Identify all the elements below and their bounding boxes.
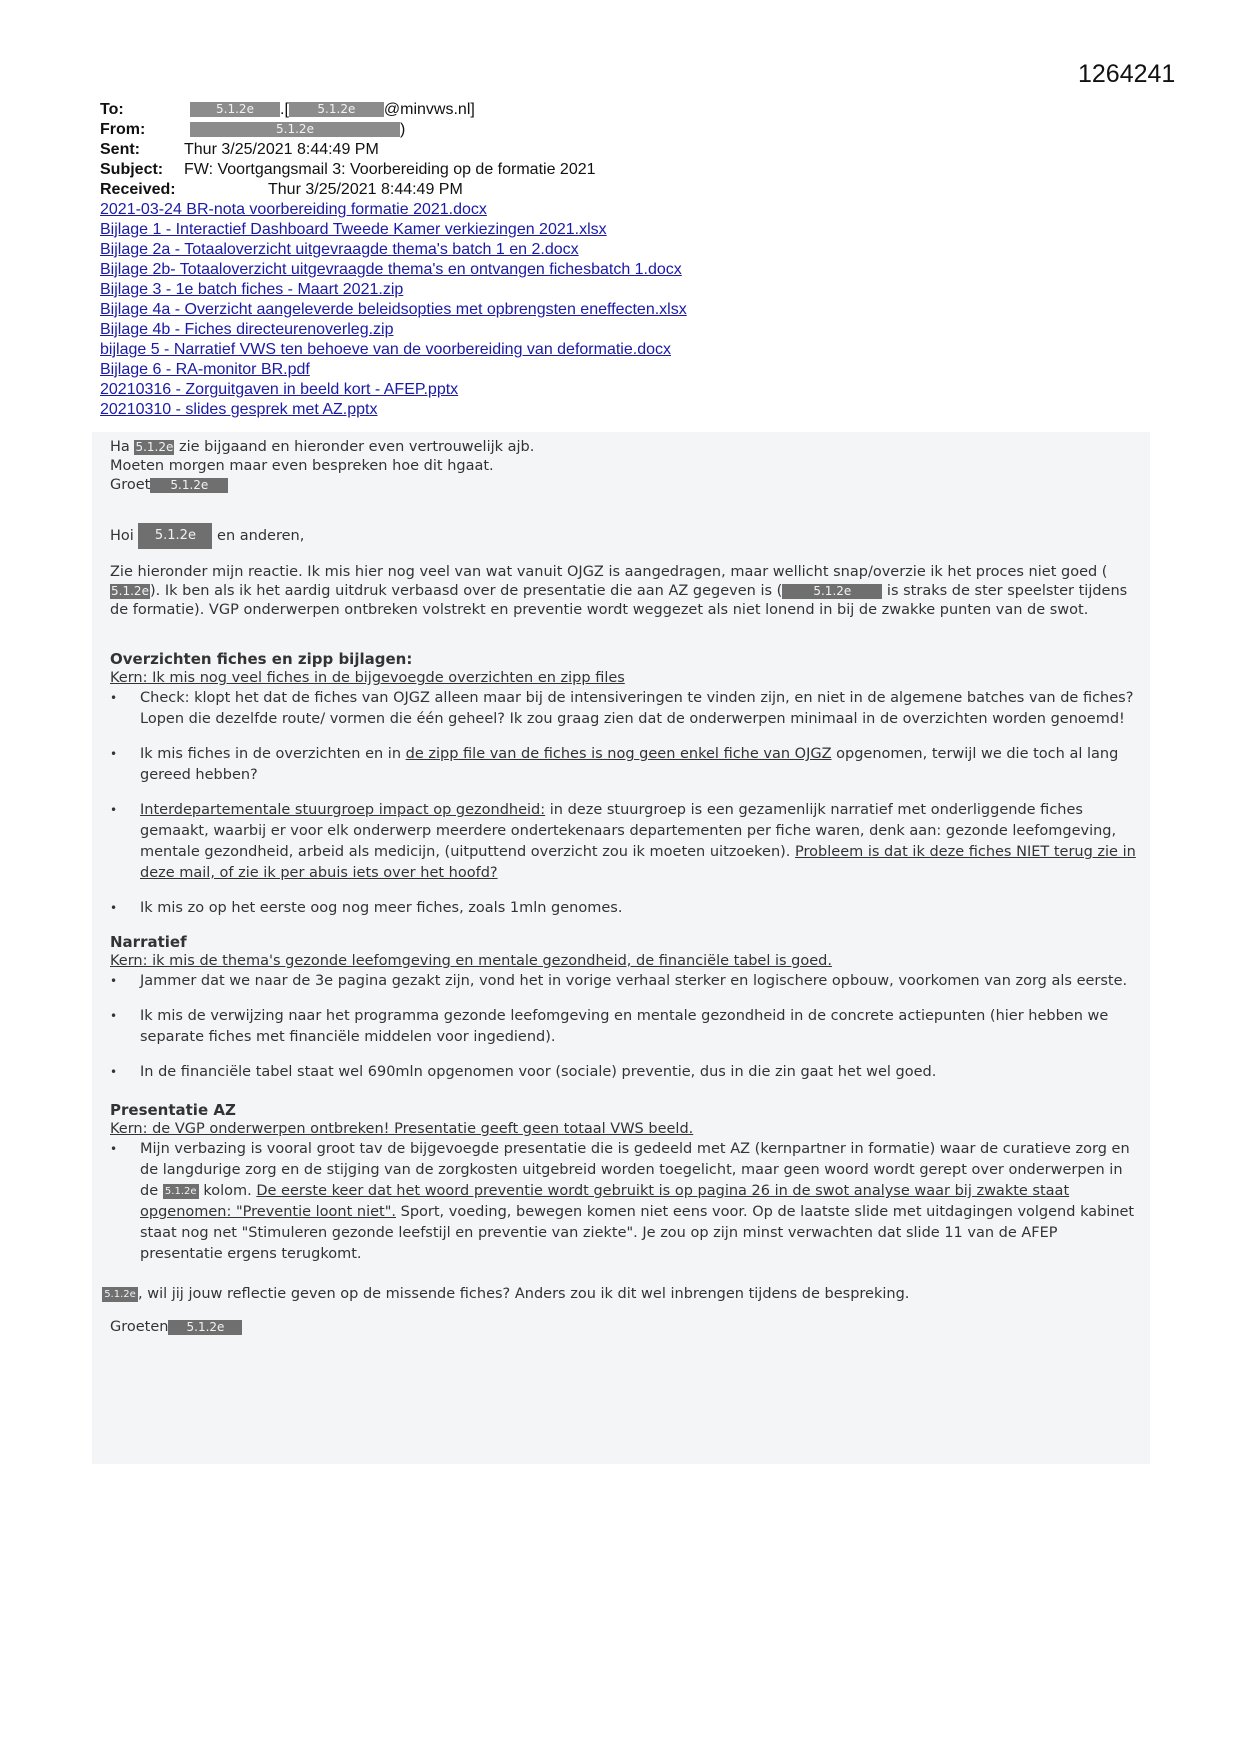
attachment-link[interactable]: 2021-03-24 BR-nota voorbereiding formatie 2021.docx [100,201,487,218]
intro-line-1 [110,438,1140,457]
from-label: From: [100,121,146,138]
bullet-list [110,1139,1140,1265]
bullet-item: • In de financiële tabel staat wel 690mln opgenomen voor (sociale) preventie, dus in die zin gaat het wel goed. [110,1062,1140,1083]
groeten-text: Groeten [110,1319,169,1335]
closing-question [102,1285,1140,1304]
bullet-text-underlined: De eerste keer dat het woord preventie wordt gebruikt is op pagina 26 in de swot analyse waar bij zwakte staat opgenomen: "Preventie loont niet". [140,1183,1070,1220]
from-row [100,120,1100,140]
redaction-box: 5.1.2e [138,523,212,549]
subject-value: FW: Voortgangsmail 3: Voorbereiding op de formatie 2021 [184,161,596,178]
attachment-link[interactable]: Bijlage 1 - Interactief Dashboard Tweede Kamer verkiezingen 2021.xlsx [100,221,607,238]
subject-row [100,160,1100,180]
to-row [100,100,1100,120]
bullet-item: • Ik mis de verwijzing naar het programma gezonde leefomgeving en mentale gezondheid in de concrete actiepunten (hier hebben we separate fiches met financiële middelen voor ingediend). [110,1006,1140,1048]
section-kern: Kern: de VGP onderwerpen ontbreken! Presentatie geeft geen totaal VWS beeld. [110,1121,694,1137]
hoi-rest: en anderen, [217,528,305,544]
from-close: ) [400,121,406,138]
hoi-text: Hoi [110,528,134,544]
redaction-box: 5.1.2e [168,1320,242,1335]
bullet-text: kolom. [198,1183,257,1199]
redaction-box: 5.1.2e [190,122,400,137]
section-title: Presentatie AZ [110,1101,236,1119]
intro-text: zie bijgaand en hieronder even vertrouwelijk ajb. [174,439,535,455]
bullet-item: • Jammer dat we naar de 3e pagina gezakt zijn, vond het in vorige verhaal sterker en logischere opbouw, voorkomen van zorg als eerste. [110,971,1140,992]
redaction-box: 5.1.2e [150,478,228,493]
redaction-box: 5.1.2e [289,102,384,117]
attachment-link[interactable]: bijlage 5 - Narratief VWS ten behoeve van de voorbereiding van deformatie.docx [100,341,671,358]
section-kern: Kern: Ik mis nog veel fiches in de bijgevoegde overzichten en zipp files [110,670,625,686]
section-title: Overzichten fiches en zipp bijlagen: [110,650,413,668]
redaction-box: 5.1.2e [163,1184,199,1199]
to-label: To: [100,101,124,118]
bullet-text: Mijn verbazing is vooral groot tav de bijgevoegde presentatie die is gedeeld met AZ (kernpartner in formatie) waar de curatieve zorg en de langdurige zorg en de stijging van de zorgkosten uitgebreid worden toegelicht, maar geen woord wordt gerept over onderwerpen in de [140,1141,1130,1199]
bullet-text: Sport, voeding, bewegen komen niet eens voor. Op de laatste slide met uitdagingen volgend kabinet staat nog net "Stimuleren gezonde leefstijl en preventie van ziekte". Je zou op zijn minst verwachten dat slide 11 van de AFEP presentatie ergens terugkomt. [140,1204,1135,1262]
sent-row [100,140,1100,160]
greeting: Ha [110,439,130,455]
attachment-link[interactable]: Bijlage 2a - Totaaloverzicht uitgevraagde thema's batch 1 en 2.docx [100,241,579,258]
intro-groet [110,476,1140,495]
groet-text: Groet [110,477,151,493]
attachment-link[interactable]: Bijlage 4a - Overzicht aangeleverde beleidsopties met opbrengsten eneffecten.xlsx [100,301,687,318]
closing-groeten [110,1318,1140,1337]
bullet-item: • Ik mis zo op het eerste oog nog meer fiches, zoals 1mln genomes. [110,898,1140,919]
closing-text: , wil jij jouw reflectie geven op de missende fiches? Anders zou ik dit wel inbrengen tijdens de bespreking. [138,1286,910,1302]
bullet-list [110,971,1140,1083]
bullet-text-underlined: Interdepartementale stuurgroep impact op gezondheid: [140,802,546,818]
p1-text: Zie hieronder mijn reactie. Ik mis hier nog veel van wat vanuit OJGZ is aangedragen, maar wellicht snap/overzie ik het proces niet goed ( [110,564,1108,580]
section-kern: Kern: ik mis de thema's gezonde leefomgeving en mentale gezondheid, de financiële tabel is goed. [110,953,832,969]
redaction-box: 5.1.2e [111,583,149,598]
bullet-text: Ik mis fiches in de overzichten en in [140,746,406,762]
subject-label: Subject: [100,161,164,178]
section-title: Narratief [110,933,187,951]
redaction-box: 5.1.2e [782,584,882,599]
received-value: Thur 3/25/2021 8:44:49 PM [268,181,463,198]
reply-paragraph [110,563,1140,620]
p1-text: ). Ik ben als ik het aardig uitdruk verbaasd over de presentatie die aan AZ gegeven is ( [150,583,783,599]
attachment-link[interactable]: Bijlage 2b- Totaaloverzicht uitgevraagde thema's en ontvangen fichesbatch 1.docx [100,261,682,278]
reply-greeting [110,523,1140,549]
to-domain: @minvws.nl] [383,101,475,118]
redaction-box: 5.1.2e [135,439,174,454]
bullet-text: opgenomen, terwijl we die toch al lang gereed hebben? [140,746,1119,783]
received-row [100,180,1100,200]
intro-line-2: Moeten morgen maar even bespreken hoe dit hgaat. [110,458,494,474]
bullet-text-underlined: de zipp file van de fiches is nog geen enkel fiche van OJGZ [405,746,832,762]
redaction-box: 5.1.2e [102,1287,138,1302]
redaction-box: 5.1.2e [190,102,280,117]
attachment-link[interactable]: 20210316 - Zorguitgaven in beeld kort - AFEP.pptx [100,381,459,398]
sent-label: Sent: [100,141,140,158]
attachment-list [100,200,687,420]
bullet-text: in deze stuurgroep is een gezamenlijk narratief met onderliggende fiches gemaakt, waarbij er voor elk onderwerp meerdere ondertekenaars departementen per fiche waren, denk aan: gezonde leefomgeving, mentale gezondheid, arbeid als medicijn, (uitputtend overzicht zou ik moeten uitzoeken). [140,802,1117,860]
bullet-item [110,800,1140,884]
bullet-item [110,1139,1140,1265]
to-separator: .[ [280,101,289,118]
received-label: Received: [100,181,176,198]
sent-value: Thur 3/25/2021 8:44:49 PM [184,141,379,158]
attachment-link[interactable]: Bijlage 3 - 1e batch fiches - Maart 2021.zip [100,281,404,298]
bullet-list [110,688,1140,919]
bullet-item [110,744,1140,786]
document-id: 1264241 [1078,60,1176,88]
email-header [100,100,1100,200]
attachment-link[interactable]: Bijlage 6 - RA-monitor BR.pdf [100,361,310,378]
bullet-item: • Check: klopt het dat de fiches van OJGZ alleen maar bij de intensiveringen te vinden zijn, en niet in de algemene batches van de fiches? Lopen die dezelfde route/ vormen die één geheel? Ik zou graag zien dat de onderwerpen minimaal in de overzichten worden genoemd! [110,688,1140,730]
attachment-link[interactable]: 20210310 - slides gesprek met AZ.pptx [100,401,378,418]
bullet-text-underlined: Probleem is dat ik deze fiches NIET terug zie in deze mail, of zie ik per abuis iets over het hoofd? [140,844,1136,881]
attachment-link[interactable]: Bijlage 4b - Fiches directeurenoverleg.zip [100,321,394,338]
p1-text: is straks de ster speelster tijdens de formatie). VGP onderwerpen ontbreken volstrekt en preventie wordt weggezet als niet lonend in bij de zwakke punten van de swot. [110,583,1128,618]
message-body [104,438,1140,1337]
